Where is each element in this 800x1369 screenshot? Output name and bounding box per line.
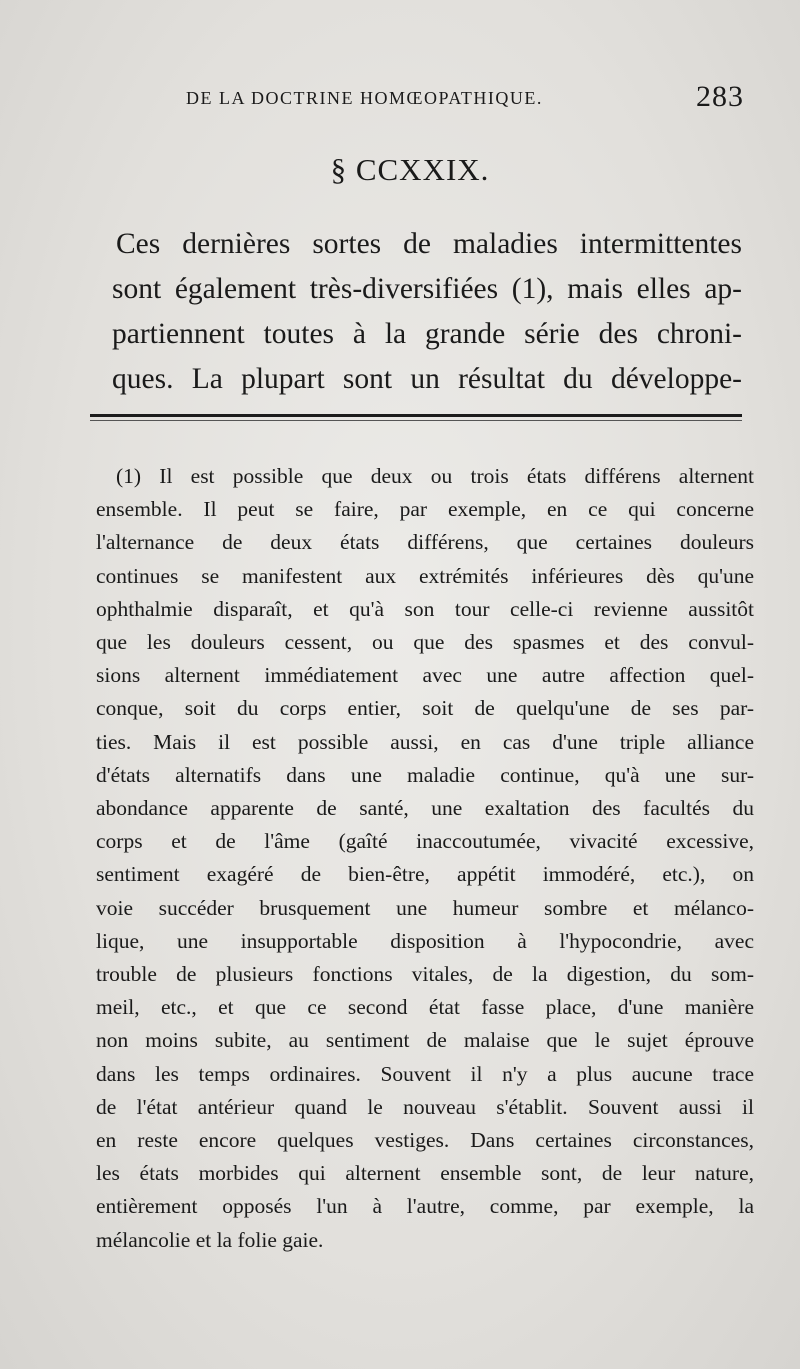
footnote-line: de l'état antérieur quand le nouveau s'établit. Souvent aussi il [96,1094,754,1119]
footnote-line: d'états alternatifs dans une maladie continue, qu'à une sur- [96,762,754,787]
footnote-line: sentiment exagéré de bien-être, appétit immodéré, etc.), on [96,862,754,887]
body-line: sont également très-diversifiées (1), mais elles ap- [112,273,742,305]
footnote [96,460,754,1257]
footnote-line: continues se manifestent aux extrémités inférieures dès qu'une [96,563,754,588]
footnote-line: ties. Mais il est possible aussi, en cas d'une triple alliance [96,729,754,754]
footnote-line: non moins subite, au sentiment de malaise que le sujet éprouve [96,1028,754,1053]
footnote-line: ophthalmie disparaît, et qu'à son tour celle-ci revienne aussitôt [96,596,754,621]
footnote-line: que les douleurs cessent, ou que des spasmes et des convul- [96,630,754,655]
footnote-line: conque, soit du corps entier, soit de quelqu'une de ses par- [96,696,754,721]
footnote-line: entièrement opposés l'un à l'autre, comme, par exemple, la [96,1194,754,1219]
footnote-line: sions alternent immédiatement avec une autre affection quel- [96,663,754,688]
footnote-line: dans les temps ordinaires. Souvent il n'y a plus aucune trace [96,1061,754,1086]
footnote-line: mélancolie et la folie gaie. [96,1227,324,1252]
body-paragraph [112,222,742,402]
body-line: partiennent toutes à la grande série des chroni- [112,318,742,350]
running-head: DE LA DOCTRINE HOMŒOPATHIQUE. [186,88,543,108]
footnote-line: l'alternance de deux états différens, que certaines douleurs [96,530,754,555]
footnote-separator-thin [90,420,742,421]
footnote-separator [90,414,742,417]
footnote-line: ensemble. Il peut se faire, par exemple, en ce qui concerne [96,497,754,522]
footnote-line: en reste encore quelques vestiges. Dans certaines circonstances, [96,1128,754,1153]
footnote-line: voie succéder brusquement une humeur sombre et mélanco- [96,895,754,920]
footnote-line: abondance apparente de santé, une exaltation des facultés du [96,796,754,821]
section-heading: § CCXXIX. [330,152,490,187]
page-number: 283 [696,80,744,113]
footnote-line: trouble de plusieurs fonctions vitales, de la digestion, du som- [96,962,754,987]
body-line: ques. La plupart sont un résultat du développe- [112,363,742,395]
footnote-line: (1) Il est possible que deux ou trois états différens alternent [116,464,754,488]
body-line: Ces dernières sortes de maladies intermittentes [116,228,742,260]
footnote-line: meil, etc., et que ce second état fasse place, d'une manière [96,995,754,1020]
page-header [186,80,744,116]
footnote-line: corps et de l'âme (gaîté inaccoutumée, vivacité excessive, [96,829,754,854]
footnote-line: les états morbides qui alternent ensemble sont, de leur nature, [96,1161,754,1186]
footnote-line: lique, une insupportable disposition à l'hypocondrie, avec [96,928,754,953]
